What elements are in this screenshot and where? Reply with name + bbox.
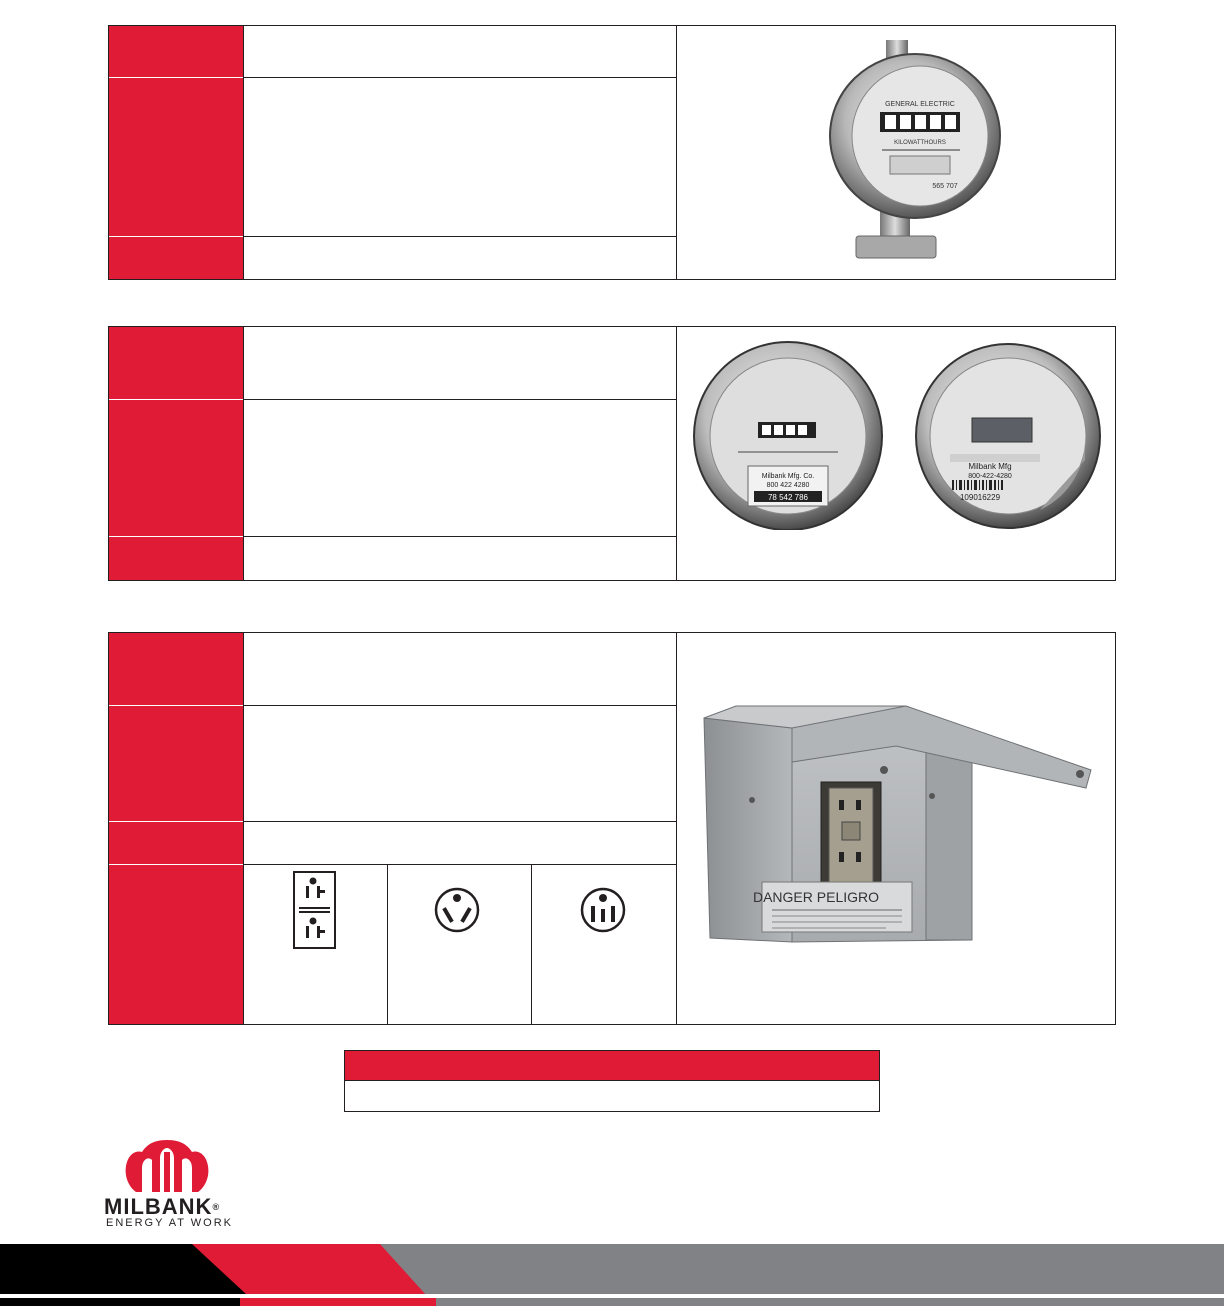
meter-table-1-row-divider — [109, 77, 243, 78]
meter1-unit-text: KILOWATTHOURS — [894, 140, 946, 146]
single-meter-photo — [820, 36, 1010, 266]
three-prong-round-receptacle-icon — [434, 887, 480, 933]
meter-table-2-col-divider — [243, 327, 244, 580]
receptacle-col-divider — [531, 865, 532, 1024]
meter-table-1-header-col — [109, 26, 243, 279]
logo-name: MILBANK — [104, 1194, 213, 1219]
meter-table-1-row-divider — [109, 236, 243, 237]
meter3-company-text: Milbank Mfg — [968, 462, 1012, 471]
outlet-table-row-divider — [109, 821, 243, 822]
logo-tagline: ENERGY AT WORK — [106, 1217, 234, 1229]
milbank-logo-mark — [122, 1138, 212, 1196]
outlet-table-row-divider — [243, 705, 676, 706]
meter-table-1-row-divider — [243, 77, 676, 78]
outlet-table-col-divider — [243, 633, 244, 1024]
box-warning-text: DANGER PELIGRO — [752, 889, 880, 905]
outlet-table-header-col — [109, 633, 243, 1024]
meter2-phone-text: 800 422 4280 — [766, 482, 810, 489]
meter1-serial-text: 565 707 — [932, 183, 958, 190]
meter-table-1-col-divider — [243, 26, 244, 279]
meter3-barcode-text: 109016229 — [959, 493, 1001, 502]
meter-table-2-header-col — [109, 327, 243, 580]
outlet-table-row-divider — [243, 864, 676, 865]
meter3-phone-text: 800-422-4280 — [968, 473, 1012, 480]
two-meters-photo — [690, 340, 1105, 530]
meter-table-2-col-divider — [676, 327, 677, 580]
four-prong-round-receptacle-icon — [580, 887, 626, 933]
meter2-company-text: Milbank Mfg. Co. — [761, 473, 815, 480]
outlet-table-row-divider — [109, 864, 243, 865]
logo-wordmark — [104, 1196, 220, 1218]
meter1-brand-text: GENERAL ELECTRIC — [885, 101, 955, 108]
summary-table-header — [345, 1051, 879, 1080]
logo-registered-mark: ® — [212, 1202, 221, 1212]
outlet-table-col-divider — [676, 633, 677, 1024]
receptacle-col-divider — [387, 865, 388, 1024]
meter-table-2-row-divider — [109, 536, 243, 537]
meter-table-1-row-divider — [243, 236, 676, 237]
duplex-receptacle-icon — [293, 871, 336, 949]
meter-table-1-col-divider — [676, 26, 677, 279]
summary-table-row-divider — [345, 1080, 879, 1081]
outlet-table-row-divider — [109, 705, 243, 706]
footer-band — [0, 1244, 1224, 1306]
meter-table-2-row-divider — [243, 399, 676, 400]
meter-table-2-row-divider — [109, 399, 243, 400]
meter-table-2-row-divider — [243, 536, 676, 537]
meter2-barcode-text: 78 542 786 — [767, 493, 809, 502]
outlet-box-photo — [696, 700, 1096, 950]
outlet-table-row-divider — [243, 821, 676, 822]
